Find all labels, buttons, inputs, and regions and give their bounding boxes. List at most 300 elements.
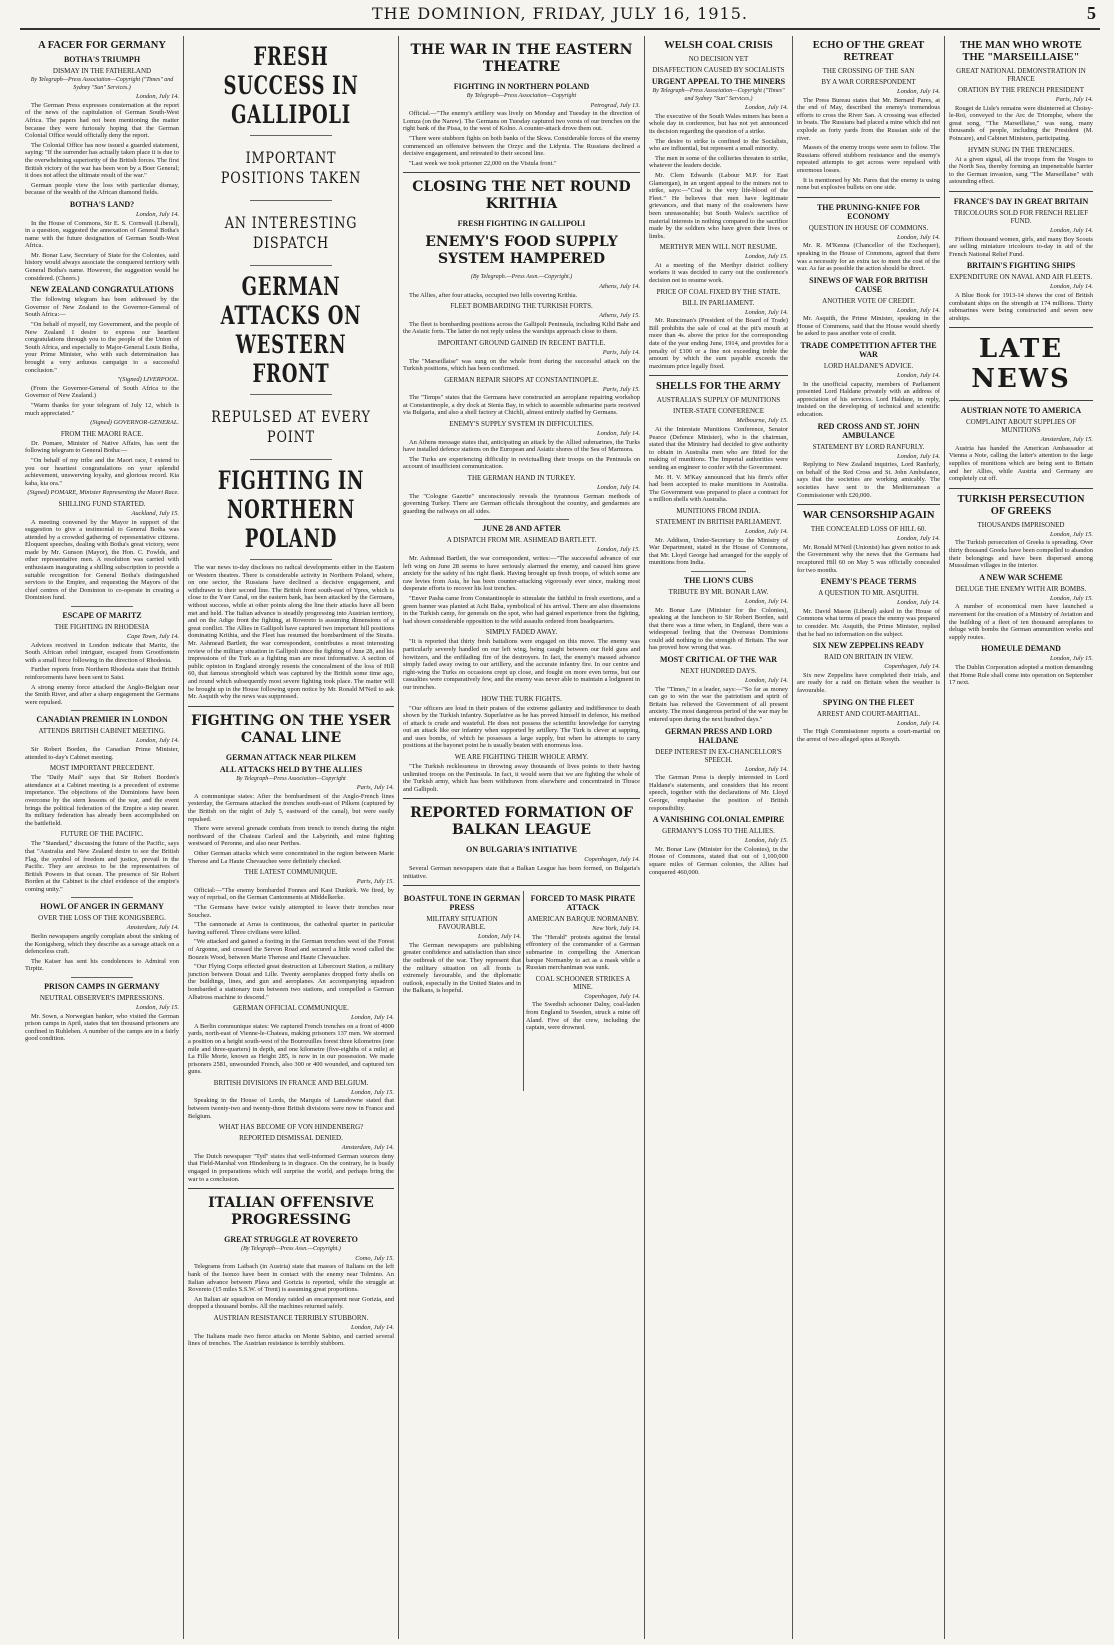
separator [403,885,640,886]
paragraph: Other German attacks which were concentrated in the region between Marie Therese and La Haute Chevauchee were definitely checked. [188,850,394,865]
paragraph: "The cannonade at Arras is continuous, the cathedral quarter in particular having suffered. Three civilians were killed. [188,921,394,936]
paragraph: Official:—"The enemy bombarded Fonnes and Kast Dunkirk. We fired, by way of reprisal, on the German Cantonments at Middelkerke. [188,886,394,902]
dateline: Paris, July 14. [602,348,640,356]
dateline: London, July 14. [745,597,788,605]
paragraph: In the House of Commons, Sir E. S. Cornwall (Liberal), in a question, suggested the annexation of General Botha's name with the future designation of German South-West Africa. [25,219,179,250]
subhead: PRISON CAMPS IN GERMANY [44,982,160,992]
paragraph: An Athens message states that, anticipating an attack by the Allied submarines, the Turks have installed defence stations on the European and Asiatic shores of the Sea of Marmora. [403,438,640,454]
paragraph: Six new Zeppelins have completed their trials, and are ready for a raid on Britain when the weather is favourable. [797,671,940,694]
paragraph: Mr. Bonar Law, Secretary of State for the Colonies, said history would always associate the conquered territory with General Botha's name. However, the suggestion would be considered. (Cheers.) [25,251,179,282]
paragraph: "The Germans have twice vainly attempted to leave their trenches near Souchez. [188,904,394,919]
subcolumn-left [403,891,521,1091]
paragraph: A Berlin communique states: We captured French trenches on a front of 4000 yards, north-east of Vienne-le-Chateau, making prisoners 137 men. We stormed a position on a height south-west of the Bourreuilles forest three kilometres (one mile and three-quarters) in depth, and one kilometre (five-eighths of a mile) at La Fille Morte, known as Height 285, is now in in our possession. We made prisoners 2581, unwounded French, also 300 or 400 wounded, and captured ten guns. [188,1022,394,1076]
separator [949,191,1093,192]
column-rule [644,36,645,1639]
main-headline: FRESH SUCCESS IN GALLIPOLI [223,42,359,129]
credit-line: (By Telegraph.—Press Assn.—Copyright.) [470,274,573,281]
dateline: Copenhagen, July 14. [884,663,940,671]
subhead: A DISPATCH FROM MR. ASHMEAD BARTLETT. [446,536,597,545]
subhead: NEUTRAL OBSERVER'S IMPRESSIONS. [39,994,165,1003]
dateline: London, July 14. [897,88,940,95]
dateline: Amsterdam, July 14. [341,1144,394,1152]
paragraph: The German Press is deeply interested in Lord Haldane's statements, and considers that his recent speech, together with the declarations of Mr. Lloyd George, emphasise the position of British responsibility. [649,774,788,812]
column-4 [646,36,791,1639]
dateline: London, July 14. [1050,226,1093,234]
column-rule [944,36,945,1639]
separator [403,172,640,173]
headline: RED CROSS AND ST. JOHN AMBULANCE [817,421,920,440]
dateline: London, July 14. [897,719,940,727]
separator [949,400,1093,401]
paragraph: Advices received in London indicate that Maritz, the South African rebel intriguer, escaped from Grootfontein with a small force following in the direction of Rhodesia. [25,641,179,664]
subhead: MOST IMPORTANT PRECEDENT. [49,764,155,773]
subhead: RAID ON BRITAIN IN VIEW. [824,653,913,662]
paragraph: "The Turkish recklessness in throwing away thousands of lives points to their having unlimited troops on the Peninsula. In fact, it would seem that we are fighting the whole of the Turkish army, which has been withdrawn from elsewhere and concentrated in Thrace and Gallipoli. [403,763,640,793]
subhead: ANOTHER VOTE OF CREDIT. [822,296,915,305]
headline: THE WAR IN THE EASTERN THEATRE [410,42,633,75]
dateline: London, July 14. [897,599,940,607]
subhead: ORATION BY THE FRENCH PRESIDENT [957,86,1084,94]
headline: THE MAN WHO WROTE THE "MARSEILLAISE" [960,40,1082,63]
headline: REPULSED AT EVERY POINT [211,407,371,446]
dateline: London, July 14. [745,308,788,316]
subhead: DISMAY IN THE FATHERLAND [52,67,152,75]
page-number: 5 [1087,3,1096,23]
column-2 [185,36,397,1639]
paragraph: It is mentioned by Mr. Pares that the enemy is using none but explosive bullets on one side. [797,176,940,192]
paragraph: (From the Governor-General of South Africa to the Governor of New Zealand.) [25,384,179,400]
separator [691,571,747,572]
subhead: GREAT STRUGGLE AT ROVERETO [224,1235,358,1245]
dateline: Amsterdam, July 15. [1040,436,1093,444]
paragraph: "On behalf of myself, my Government, and the people of New Zealand I desire to express our heartiest congratulations through you to the people of the Union of South Africa, and especially to Major-General Louis Botha, your Prime Minister, who with such determination has brought a very arduous campaign to a successful conclusion." [25,321,179,374]
separator [474,519,569,520]
dateline: Cape Town, July 14. [126,633,179,641]
separator [250,459,332,460]
paragraph: The Turkish persecution of Greeks is spreading. Over thirty thousand Greeks have been compelled to abandon their belongings and have been dispersed among Mussulman villages in the interior. [949,539,1093,570]
headline: AN INTERESTING DISPATCH [224,213,358,252]
signature: (Signed) POMARE, Minister Representing the Maori Race. [27,489,179,497]
paragraph: Mr. Ashmead Bartlett, the war correspondent, writes:—"The successful advance of our left wing on June 28 seems to have seriously alarmed the enemy, and caused him grave anxiety for the safety of his right flank. Having brought up fresh troops, of which some are raw levies from Asia, he has been counter-attacking vigorously ever since, making most desperate efforts to recover his lost trenches. [403,555,640,593]
signature: (Signed) GOVERNOR-GENERAL. [90,419,179,427]
paragraph: The following telegram has been addressed by the Governor of New Zealand to the Governor-General of South Africa:— [25,296,179,319]
subhead: FRESH FIGHTING IN GALLIPOLI [457,219,586,229]
separator [649,375,788,376]
paragraph: A meeting convened by the Mayor in support of the suggestion to give a testimonial to General Botha was attended by a crowded gathering of representative citizens. Eloquent speeches, dealing with Botha's great victory, were made by Mr. Gunson (Mayor), the Hon. C. Fowlds, and other representative men. A resolution was carried with enthusiasm inaugurating a shilling subscription to provide a suitable recognition for General Botha's distinguished services to the Empire, and requesting the Mayors of the chief centres of the Dominion to co-operate in creating a Dominion fund. [25,518,179,602]
dateline: London, July 15. [745,253,788,261]
dateline: London, July 14. [745,104,788,112]
subhead: INTER-STATE CONFERENCE [672,407,765,416]
dateline: Auckland, July 15. [131,509,179,517]
headline: IMPORTANT POSITIONS TAKEN [220,148,362,187]
headline: SHELLS FOR THE ARMY [656,381,781,393]
dateline: London, July 14. [897,535,940,543]
paragraph: There were several grenade combats from trench to trench during the night northward of the Chateau Carleul and the Labyrinth, and mine fighting westward of Peronne, and also near Perthes. [188,825,394,848]
dateline: London, July 14. [897,372,940,380]
subhead: MERTHYR MEN WILL NOT RESUME. [659,243,778,252]
signature: "(Signed) LIVERPOOL. [117,376,179,384]
paragraph: Further reports from Northern Rhodesia state that British reinforcements have been sent to Saisi. [25,666,179,681]
paragraph: An Italian air squadron on Monday raided an encampment near Gorizia, and dropped a thousand bombs. All the machines returned safely. [188,1295,394,1311]
credit-line: By Telegraph—Press Association—Copyright ("Times" and Sydney "Sun" Services.) [30,77,174,91]
paragraph: Several German newspapers state that a Balkan League has been formed, on Bulgaria's initiative. [403,865,640,880]
credit-line: By Telegraph—Press Association—Copyright [236,775,346,782]
paragraph: Mr. Bonar Law (Minister for the Colonies), in the House of Commons, stated that out of 1,100,000 square miles of German colonies, the Allies had conquered 460,000. [649,845,788,876]
column-rule [523,891,524,1091]
summary-paragraph: The war news to-day discloses no radical developments either in the Eastern or Western theatres. There is considerable activity in Northern Poland, where, on one sector, the Russians have declined a decisive engagement, and withdrawn to their second line. The British front south-east of Ypres, which is close to the Yser Canal, on the eastern bank, has been attacked by the Germans, without success, while at other points along the line their attacks have all been met and held. The Italian advance is steadily progressing into Austrian territory, and on the Adige front the fighting, at Rovereto is assuming dimensions of a great conflict. The Allies in Gallipoli have captured two important hill positions dominating Krithia, and the Fleet has resumed the bombardment of the Straits. Mr. Ashmead Bartlett, the war correspondent, contributes a most interesting review of the military situation in Gallipoli since the fighting of June 28, and his impressions of the Turk as a fighting man are most informative. A section of public opinion in England strongly resents the concealment of the loss of Hill 60, that famous stronghold which was captured by the British some time ago, and round which subsequently most severe fighting took place. The matter will be brought up in the House following upon notice by Mr. Ronald M'Neil to ask Mr. Asquith why the news was suppressed. [188,564,394,701]
paragraph: At the Interstate Munitions Conference, Senator Pearce (Defence Minister), who is the chairman, stated that the Ministry had decided to give authority to obtain in Australia men who are fitted for the making of munitions. The Imperial authorities were sending an engineer to confer with the Government. [649,426,788,471]
subhead: IMPORTANT GROUND GAINED IN RECENT BATTLE. [437,338,606,347]
subhead: MILITARY SITUATION FAVOURABLE. [426,915,498,932]
paragraph: The "Daily Mail" says that Sir Robert Borden's attendance at a Cabinet meeting is a precedent of extreme importance. The objections of the Dominions have been overcome by the stern lessons of the war, and the event brings the political federation of the Empire a step nearer. Its military federation has already been accomplished on the battlefield. [25,774,179,827]
paragraph: A communique states: After the bombardment of the Anglo-French lines yesterday, the Germans attacked the trenches south-east of Pilkem (captured by the British on the night of July 5, eastward of the canal), but were easily repulsed. [188,792,394,823]
dateline: London, July 14. [478,933,521,941]
paragraph: The German newspapers are publishing greater confidence and satisfaction than since the outbreak of the war. They represent that the military situation on all fronts is extremely favourable, and the diplomatic outlook, especially in the United States and in the Balkans, is hopeful. [403,941,521,995]
headline: A NEW WAR SCHEME [979,572,1063,582]
headline: SINEWS OF WAR FOR BRITISH CAUSE [809,275,928,294]
paragraph: Masses of the enemy troops were seen to follow. The Russians offered stubborn resistance and the enemy's repeated attempts to get across were repulsed with enormous losses. [797,144,940,174]
paragraph: Mr. Runciman's (President of the Board of Trade) Bill prohibits the sale of coal at the pit's mouth at more than 4s. above the price for the corresponding date of the year ending June, 1914, and provides for a penalty of £100 or a fine not exceeding treble the amount by which the sum payable exceeds the maximum price legally fixed. [649,317,788,370]
subhead: GREAT NATIONAL DEMONSTRATION IN FRANCE [956,67,1086,83]
paragraph: "On behalf of my tribe and the Maori race, I extend to you our heartiest congratulations on your splendid achievement, unswerving loyalty, and glorious record. Kia kaha, kia ora." [25,456,179,487]
headline: BOASTFUL TONE IN GERMAN PRESS [403,894,521,913]
subhead: HYMN SUNG IN THE TRENCHES. [967,145,1075,154]
separator [949,327,1093,328]
dateline: London, July 15. [745,837,788,845]
paragraph: The desire to strike is confined to the Socialists, who are influential, but represent a small minority. [649,137,788,153]
subhead: AMERICAN BARQUE NORMANBY. [527,915,639,924]
paragraph: The German Press expresses consternation at the report of the news of the capitulation of German South-West Africa. The papers had not been mentioning the matter because they were furiously hoping that the German Colonial Office would officially deny the report. [25,101,179,140]
subhead: FUTURE OF THE PACIFIC. [60,830,144,839]
dateline: London, July 14. [597,484,640,492]
dateline: London, July 14. [745,677,788,685]
paragraph: Mr. Asquith, the Prime Minister, speaking in the House of Commons, said that the House would shortly be asked to pass another vote of credit. [797,315,940,338]
main-headline: GERMAN ATTACKS ON WESTERN FRONT [220,272,362,388]
subhead: BILL IN PARLIAMENT. [682,298,755,307]
paragraph: Mr. H. V. M'Kay announced that his firm's offer had been accepted to make munitions in Australia. The Government was prepared to place a contract for a million shells with Australia. [649,473,788,504]
subhead: HOWL OF ANGER IN GERMANY [40,902,164,912]
subhead: BOTHA'S LAND? [69,199,135,209]
subhead: THOUSANDS IMPRISONED [977,520,1065,529]
subhead: AUSTRIAN RESISTANCE TERRIBLY STUBBORN. [213,1313,369,1322]
subhead: WHAT HAS BECOME OF VON HINDENBERG? [218,1123,364,1132]
separator [188,1188,394,1189]
subhead: AUSTRALIA'S SUPPLY OF MUNITIONS [656,396,781,405]
column-rule [792,36,793,1639]
paragraph: The "Herald" protests against the brutal effrontery of the commander of a German submarine in compelling the American barque Normanby to act as a mask while a Russian merchantman was sunk. [526,933,640,972]
subhead: THE CROSSING OF THE SAN [822,67,915,75]
paragraph: The "Cologne Gazette" unconsciously reveals the tyrannous German methods of governing Turkey. There are German officials throughout the country, and gendarmes are guarding the railways on all sides. [403,492,640,515]
dateline: London, July 15. [351,1088,394,1096]
headline: TRADE COMPETITION AFTER THE WAR [800,341,937,360]
column-rule [183,36,184,1639]
dateline: Petrograd, July 13. [590,101,640,109]
dateline: London, July 15. [597,546,640,554]
subhead: PRICE OF COAL FIXED BY THE STATE. [656,287,781,296]
dateline: London, July 14. [351,1014,394,1022]
paragraph: Mr. R. M'Kenna (Chancellor of the Exchequer), speaking in the House of Commons, agreed that there was a necessity for an extra tax to meet the cost of the war. As far as possible the action should be direct. [797,242,940,273]
paragraph: At a given signal, all the troops from the Vosges to the North Sea, thereby forming an impenetrable barrier to the German invasion, sang "The Marseillaise" with astounding effect. [949,155,1093,186]
headline: ITALIAN OFFENSIVE PROGRESSING [208,1195,374,1229]
separator [797,197,940,198]
separator [71,977,133,978]
headline: A FACER FOR GERMANY [38,40,166,51]
dateline: Copenhagen, July 14. [584,992,640,1000]
paragraph: The Colonial Office has now issued a guarded statement, saying: "If the surrender has actually taken place it is due to the overwhelming superiority of the British forces. The first British victory of the war has been won by a Boer General; it does not affect the ultimate result of the war." [25,141,179,180]
subhead: FIGHTING IN NORTHERN POLAND [453,82,590,91]
paragraph: A strong enemy force attacked the Anglo-Belgian near the Smith River, and after a sharp engagement the Germans were repulsed. [25,683,179,706]
paragraph: The men in some of the collieries threaten to strike, whatever the leaders decide. [649,154,788,170]
paragraph: Austria has handed the American Ambassador at Vienna a Note, calling the latter's attention to the large supplies of munitions which are being sent to Britain and her Allies, while Austria and Germany are completely cut off. [949,444,1093,483]
subhead: COAL SCHOONER STRIKES A MINE. [535,974,631,991]
headline: GERMAN PRESS AND LORD HALDANE [664,726,773,745]
subhead: HOW THE TURK FIGHTS. [481,694,562,703]
paragraph: Replying to New Zealand inquiries, Lord Ranfurly, on behalf of the Red Cross and St. John Ambulance, says that the societies are working amicably. The societies have sent to the Mediterranean a Commissioner with £20,000. [797,461,940,499]
paragraph: Mr. Bonar Law (Minister for the Colonies), speaking at the luncheon to Sir Robert Borden, said that there was a time when, in England, there was a widespread feeling that the Overseas Dominions could add nothing to the strength of Britain. The war has proved how wrong that was. [649,606,788,652]
subhead: DELUGE THE ENEMY WITH AIR BOMBS. [955,584,1087,593]
late-news-banner: LATE NEWS [971,334,1071,395]
paragraph: The Dutch newspaper "Tyd" states that well-informed German sources deny that Field-Marshal von Hindenburg is in disgrace. On the contrary, he is busily engaged in preparations which will surprise the world, and perhaps bring the war to a conclusion. [188,1152,394,1183]
dateline: London, July 15. [1050,655,1093,663]
paragraph: The "Standard," discussing the future of the Pacific, says that "Australia and New Zealand desire to see the British Flag, the symbol of freedom and justice, prevail in the Pacific. They are anxious to be the representatives of British Powers in that ocean. The presence of Sir Robert Borden at the Cabinet is the chief evidence of the empire's coming unity." [25,840,179,893]
column-5 [794,36,943,1639]
subhead: GERMAN REPAIR SHOPS AT CONSTANTINOPLE. [444,375,599,384]
subhead: NEXT HUNDRED DAYS. [680,667,757,676]
paragraph: Speaking in the House of Lords, the Marquis of Lansdowne stated that between twenty-two and twenty-three British divisions were now in France and Belgium. [188,1097,394,1120]
subhead: FLEET BOMBARDING THE TURKISH FORTS. [450,302,593,311]
headline: A VANISHING COLONIAL EMPIRE [652,815,785,825]
column-3 [400,36,643,1639]
headline: FORCED TO MASK PIRATE ATTACK [530,894,636,913]
paragraph: "Last week we took prisoner 22,000 on the Vistula front." [409,159,557,167]
subhead: TRICOLOURS SOLD FOR FRENCH RELIEF FUND. [953,208,1089,225]
headline: AUSTRIAN NOTE TO AMERICA [960,406,1082,416]
dateline: London, July 14. [136,93,179,101]
paragraph: The Swedish schooner Dalny, coal-laden from England to Sweden, struck a mine off Aland. Five of the crew, including the captain, were drowned. [526,1001,640,1032]
main-headline: FIGHTING IN NORTHERN POLAND [217,466,365,553]
headline: ENEMY'S PEACE TERMS [820,577,917,587]
dateline: London, July 14. [1050,283,1093,291]
dateline: Como, July 15. [355,1254,394,1262]
dateline: London, July 14. [597,430,640,438]
subhead: ENEMY'S SUPPLY SYSTEM IN DIFFICULTIES. [449,420,594,429]
headline: THE LION'S CUBS [683,575,754,585]
subhead: COMPLAINT ABOUT SUPPLIES OF MUNITIONS [965,418,1076,435]
paragraph: "There were stubborn fights on both banks of the Skwa. Considerable forces of the enemy commenced an offensive between the Orzyc and the Lidynia. The Russians declined a decisive engagement, and retreated to their second line. [403,134,640,158]
column-1 [22,36,182,1639]
paragraph: The Italians made two fierce attacks on Monte Sabino, and carried several lines of trenches. The Austrian resistance is terribly stubborn. [188,1332,394,1348]
dateline: London, July 14. [897,233,940,241]
subhead: NO DECISION YET [688,55,749,63]
headline: MOST CRITICAL OF THE WAR [659,655,778,665]
paragraph: "It is reported that thirty fresh battalions were engaged on this move. The enemy was particularly severely handled on our left wing, being caught between our field guns and howitzers, and the enfilading fire of the destroyers. In fact, the enemy's massed advance simply faded away owing to our artillery, and the accurate infantry fire. In our centre and right-wing the Turks on occasions crept up close, and fought on more even terms, but our casualties were comparatively few, and the enemy was never able to maintain a lodgment in our trenches. [403,638,640,691]
separator [250,559,332,560]
subhead: THE CONCEALED LOSS OF HILL 60. [810,525,927,534]
subhead: BRITISH DIVISIONS IN FRANCE AND BELGIUM. [213,1078,369,1087]
dateline: London, July 14. [745,527,788,535]
subhead: DEEP INTEREST IN EX-CHANCELLOR'S SPEECH. [655,747,782,764]
subhead: GERMANY'S LOSS TO THE ALLIES. [662,827,775,836]
headline: SPYING ON THE FLEET [822,697,915,707]
headline: SIX NEW ZEPPELINS READY [812,641,925,651]
split-columns [403,891,640,1091]
paragraph: Fifteen thousand women, girls, and many Boy Scouts are selling miniature tricolours to-day in aid of the French National Relief Fund. [949,235,1093,258]
headline: BRITAIN'S FIGHTING SHIPS [966,261,1076,271]
dateline: London, July 14. [745,765,788,773]
paragraph: Mr. Ronald M'Neil (Unionist) has given notice to ask the Government why the news that the Germans had recaptured Hill 60 on May 5 was officially concealed for two months. [797,543,940,574]
dateline: Melbourne, July 15. [736,417,788,425]
dateline: Copenhagen, July 14. [584,856,640,864]
headline: FRANCE'S DAY IN GREAT BRITAIN [953,196,1089,206]
paragraph: Mr. David Mason (Liberal) asked in the House of Commons what terms of peace the enemy was prepared to consider. Mr. Asquith, the Prime Minister, replied that he had no information on the subject. [797,607,940,638]
headline: FIGHTING ON THE YSER CANAL LINE [191,712,391,746]
paragraph: The Press Bureau states that Mr. Bernard Pares, at the end of May, described the enemy's tremendous efforts to cross the River San. A crossing was effected in boats. The Russians had placed a mine which did not explode as forty yards from the Russian side of the river. [797,96,940,142]
separator [250,394,332,395]
dateline: Paris, July 14. [1055,96,1093,103]
separator [71,897,133,898]
dateline: Athens, July 14. [599,282,640,290]
headline: CLOSING THE NET ROUND KRITHIA [412,179,631,213]
subhead: LORD HALDANE'S ADVICE. [823,362,914,371]
dateline: London, July 14. [136,210,179,218]
paragraph: The "Times," in a leader, says:—"So far as money can go to win the war the patriotism and spirit of Britain has relieved the Government of all present anxiety. The most dangerous period of the war may be entered upon during the next hundred days." [649,685,788,724]
paragraph: "Enver Pasha came from Constantinople to stimulate the faithful in fresh exertions, and a green banner was planted at Achi Baba, symbolical of his arrival. There are also dissensions in the Turkish camp, for generals on the spot, who had gained experience from the fighting, had shown considerable opposition to the wild assaults ordered from headquarters. [403,594,640,625]
subhead: CANADIAN PREMIER IN LONDON [36,715,168,725]
subhead: ESCAPE OF MARITZ [62,611,142,621]
subhead: TRIBUTE BY MR. BONAR LAW. [668,587,769,596]
subcolumn-right [526,891,640,1091]
subhead: URGENT APPEAL TO THE MINERS [651,77,786,86]
paragraph: The executive of the South Wales miners has been a whole day in conference, but has not yet announced its decision regarding the question of a strike. [649,112,788,135]
paragraph: Rouget de Lisle's remains were disinterred at Choisy-le-Roi, conveyed to the Arc de Triomphe, where the great song, "The Marseillaise," was sung, many thousands of people, including the President (M. Poincare), and Cabinet Ministers, participating. [949,104,1093,142]
paragraph: A number of economical men have launched a movement for the creation of a Ministry of Aviation and the building of a fleet of ten thousand aeroplanes to deluge with bombs the German ammunition works and supply routes. [949,603,1093,641]
paragraph: The "Marseillaise" was sung on the whole front during the successful attack on the Turkish positions, which has been confirmed. [403,357,640,373]
subhead: ON BULGARIA'S INITIATIVE [466,845,577,855]
subhead: SHILLING FUND STARTED. [58,499,146,508]
subhead: GERMAN OFFICIAL COMMUNIQUE. [233,1004,349,1013]
separator [797,504,940,505]
paragraph: Mr. Sown, a Norwegian banker, who visited the German prison camps in April, states that ten thousand prisoners are confined in Ruhleben. A number of the camps are in a fairly good condition. [25,1012,179,1043]
paragraph: The "Temps" states that the Germans have constructed an aeroplane repairing workshop at Constantinople, a dry dock at Stenia Bay, in which to assemble submarine parts received via Bulgaria, and also a shell factory at Chichli, almost entirely staffed by Germans. [403,394,640,417]
dateline: Paris, July 14. [356,784,394,792]
subhead: NEW ZEALAND CONGRATULATIONS [30,285,174,295]
dateline: London, July 14. [897,306,940,314]
paragraph: The High Commissioner reports a court-martial on the arrest of two alleged spies at Rosyth. [797,728,940,743]
paragraph: In the unofficial capacity, members of Parliament presented Lord Haldane privately with an address of appreciation of his services. Lord Haldane, in reply, insisted on the developing of technical and scientific education. [797,380,940,419]
headline: HOMEULE DEMAND [981,644,1061,654]
dateline: London, July 15. [136,1004,179,1012]
subhead: STATEMENT BY LORD RANFURLY. [812,442,925,451]
credit-line: (By Telegraph—Press Assn.—Copyright.) [241,1246,341,1253]
subhead: FROM THE MAORI RACE. [60,429,144,438]
paragraph: Dr. Pomare, Minister of Native Affairs, has sent the following telegram to General Botha:— [25,439,179,455]
subhead: STATEMENT IN BRITISH PARLIAMENT. [655,517,782,526]
subhead: BOTHA'S TRIUMPH [63,55,141,64]
headline: TURKISH PERSECUTION OF GREEKS [957,493,1085,517]
subhead: ATTENDS BRITISH CABINET MEETING. [38,727,166,736]
headline: THE PRUNING-KNIFE FOR ECONOMY [816,202,921,221]
subhead: QUESTION IN HOUSE OF COMMONS. [808,223,929,232]
separator [250,135,332,136]
dateline: Athens, July 15. [599,312,640,320]
subhead: GERMAN ATTACK NEAR PILKEM [225,752,357,762]
subhead: OVER THE LOSS OF THE KONIGSBERG. [38,914,166,923]
paragraph: Official.—"The enemy's artillery was lively on Monday and Tuesday in the direction of Lomza (on the Narew). The Germans on Tuesday captured two vorsts of our trenches on the right bank of the Pissa, to the west of Kolno. A counter-attack drove them out. [403,110,640,133]
paragraph: Mr. Clem Edwards (Labour M.P. for East Glamorgan), in an urgent appeal to the miners not to strike, says:—"Coal is the very life-blood of the Fleet." He believes that men have legitimate grievances, and that many of the coalowners have been unreasonable; but South Wales's sacrifice of material interests in nothing compared to the sacrifice made by the soldiers who have given their lives or limbs. [649,171,788,240]
dateline: London, July 14. [897,452,940,460]
masthead-title: THE DOMINION, FRIDAY, JULY 16, 1915. [372,4,748,23]
dateline: London, July 14. [136,737,179,745]
paragraph: A Blue Book for 1913-14 shows the cost of British combatant ships on the strength at 174 millions. Thirty submarines were being constructed and seven new airships. [949,291,1093,322]
headline: JUNE 28 AND AFTER [482,524,561,534]
paragraph: "Our Flying Corps effected great destruction at Libercourt Station, a military junction between Douai and Lille. Twenty aeroplanes dropped forty shells on the buildings, lines, and gun and aeroplanes. An accompanying squadron bombarded a stationary train between two stations, and compelled a German Albatross machine to descend." [188,963,394,1001]
masthead [20,4,1100,30]
separator [188,706,394,707]
subhead: ALL ATTACKS HELD BY THE ALLIES [219,764,363,774]
credit-line: By Telegraph—Press Association—Copyright [466,93,577,99]
subhead: THE LATEST COMMUNIQUE. [244,868,338,877]
paragraph: The Kaiser has sent his condolences to Admiral von Tirpitz. [25,957,179,973]
column-rule [398,36,399,1639]
headline: WELSH COAL CRISIS [664,40,773,51]
separator [71,710,133,711]
separator [250,200,332,201]
separator [403,798,640,799]
paragraph: "We attacked and gained a footing in the German trenches west of the Forest of Argonne, and crossed the Servon Road and secured a little wood called the Bouzeis Wood, between Marie Therese and Haute Chevauchee. [188,938,394,961]
subhead: DISAFFECTION CAUSED BY SOCIALISTS [652,66,785,74]
headline: ENEMY'S FOOD SUPPLY SYSTEM HAMPERED [425,234,618,268]
paragraph: At a meeting of the Merthyr district colliery workers it was decided to carry out the conference's decision not to resume work. [649,261,788,285]
subhead: ARREST AND COURT-MARTIAL. [816,709,921,718]
column-6 [946,36,1096,1639]
paragraph: "Our officers are loud in their praises of the extreme gallantry and indifference to death shown by the Turkish infantry. Superlative as he has proved himself in defence, his method of attack is crude and wasteful. He does not possess the scientific knowledge for carrying out an attack like our infantry when supported by artillery. The Turk is clever at sapping, and uses bombs, of which he possesses a large supply, but when he attempts to carry positions at the bayonet point he is usually beaten with enormous loss. [403,704,640,750]
paragraph: Mr. Addison, Under-Secretary to the Ministry of War Department, stated in the House of Commons, that Mr. Lloyd George had arranged for the supply of munitions from India. [649,536,788,567]
subhead: A QUESTION TO MR. ASQUITH. [818,589,919,598]
subhead: WE ARE FIGHTING THEIR WHOLE ARMY. [454,753,589,762]
dateline: London, July 15. [1050,530,1093,538]
subhead: THE GERMAN HAND IN TURKEY. [467,474,576,483]
headline: REPORTED FORMATION OF BALKAN LEAGUE [410,805,633,839]
separator [250,265,332,266]
paragraph: Sir Robert Borden, the Canadian Prime Minister, attended to-day's Cabinet meeting. [25,745,179,761]
subhead: SIMPLY FADED AWAY. [485,628,558,637]
paragraph: German people view the loss with particular dismay, because of the wealth of the African diamond fields. [25,181,179,197]
subhead: REPORTED DISMISSAL DENIED. [239,1134,343,1143]
headline: ECHO OF THE GREAT RETREAT [812,40,925,63]
paragraph: The Turks are experiencing difficulty in revictualling their troops on the Peninsula on account of insufficient communication. [403,455,640,471]
separator [71,606,133,607]
paragraph: "Warm thanks for your telegram of July 12, which is much appreciated." [25,401,179,417]
paragraph: The Allies, after four attacks, occupied two hills covering Krithia. [409,291,578,299]
subhead: MUNITIONS FROM INDIA. [676,506,761,515]
credit-line: By Telegraph—Press Association—Copyright ("Times" and Sydney "Sun" Services.) [652,88,785,102]
dateline: London, July 15. [1050,594,1093,602]
subhead: BY A WAR CORRESPONDENT [821,78,916,86]
subhead: THE FIGHTING IN RHODESIA [54,623,150,632]
headline: WAR CENSORSHIP AGAIN [802,510,935,522]
paragraph: The fleet is bombarding positions across the Gallipoli Peninsula, including Kilid Bahr and the Asiatic forts. The latter do not reply unless the warships approach close to them. [403,320,640,336]
dateline: Paris, July 15. [356,878,394,886]
paragraph: The Dublin Corporation adopted a motion demanding that Home Rule shall come into operation on September 17 next. [949,663,1093,687]
paragraph: Telegrams from Laibach (in Austria) state that masses of Italians on the left bank of the Isonzo have been in contact with the enemy near Tolmino. An Italian advance between Plava and Gorizia is reported, while the struggle at Rovereto (15 miles S.S.W. of Trent) is assuming great proportions. [188,1263,394,1294]
dateline: Amsterdam, July 14. [126,924,179,932]
dateline: Paris, July 15. [602,385,640,393]
paragraph: Berlin newspapers angrily complain about the sinking of the Konigsberg, which they describe as a savage attack on a defenceless craft. [25,933,179,956]
subhead: EXPENDITURE ON NAVAL AND AIR FLEETS. [949,273,1093,282]
dateline: London, July 14. [351,1323,394,1331]
separator [949,488,1093,489]
dateline: New York, July 14. [592,925,640,933]
